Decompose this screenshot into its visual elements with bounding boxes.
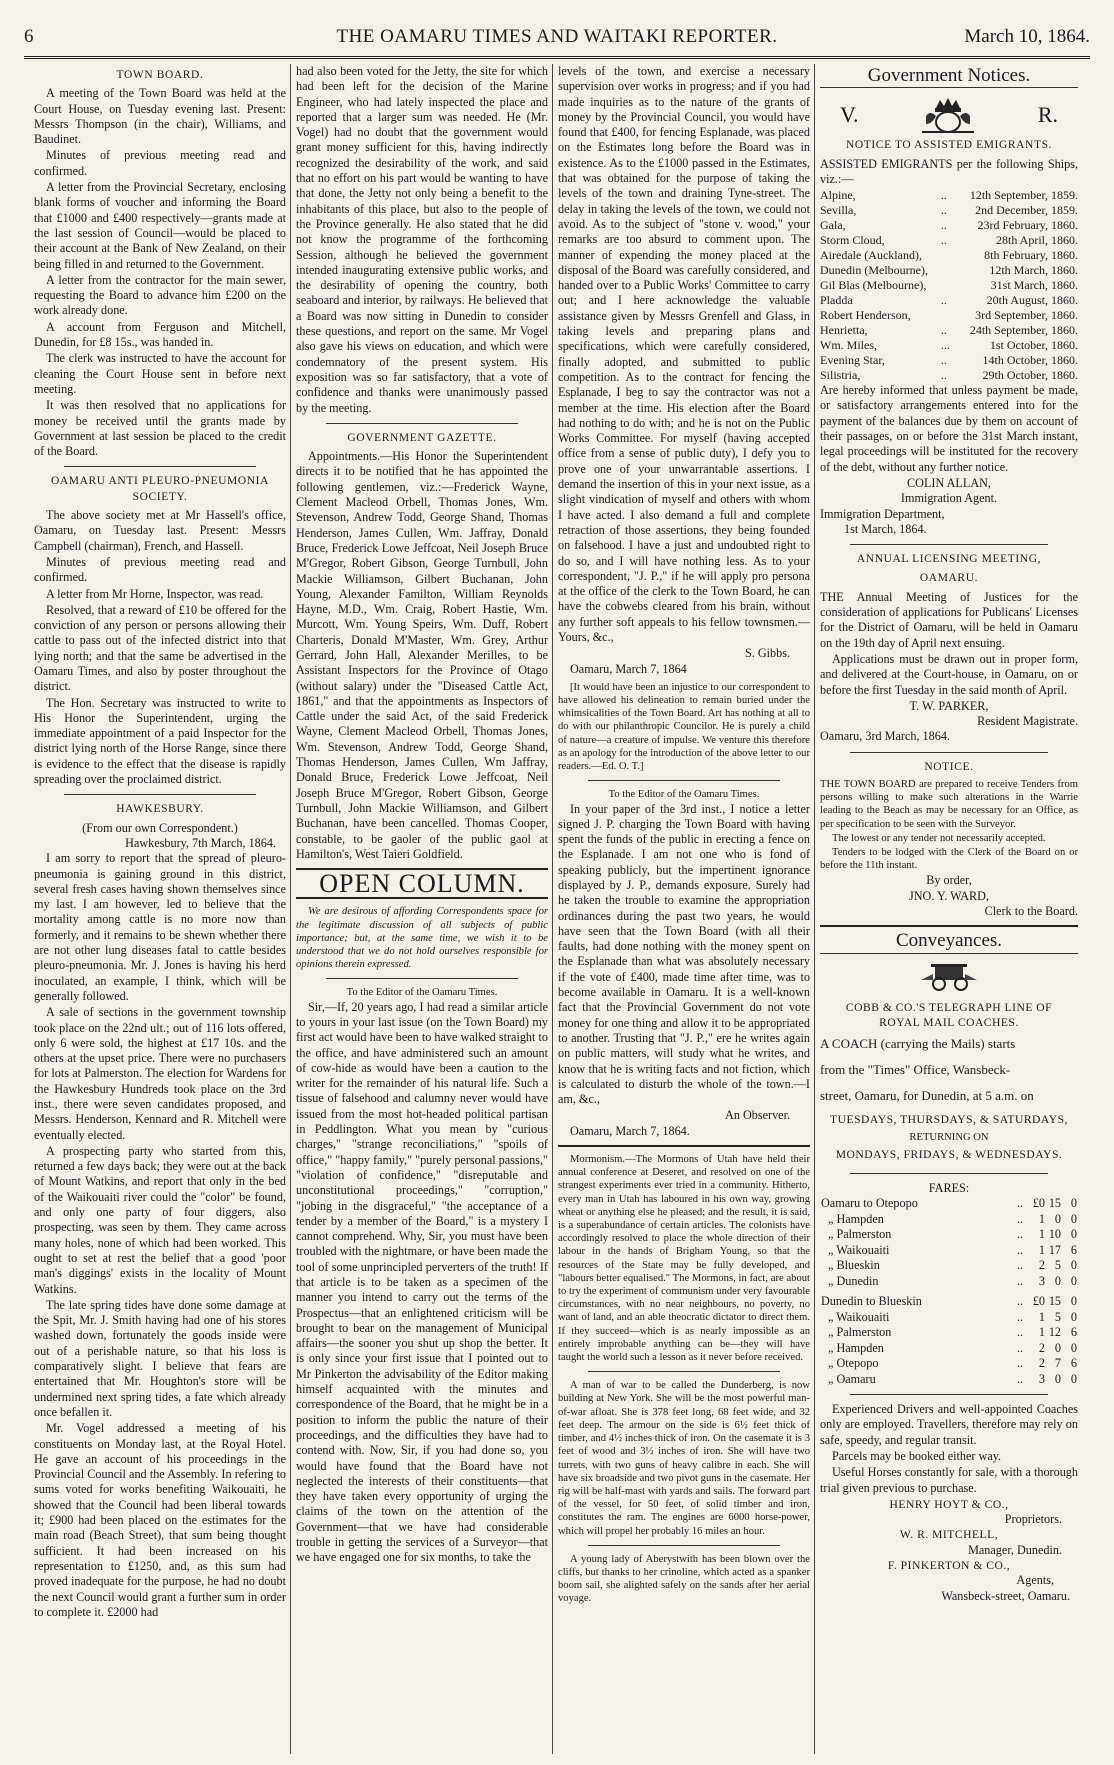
signature-title: Clerk to the Board. [984,904,1078,919]
notice-heading: NOTICE. [924,760,974,773]
fare-cell: .. [1017,1309,1024,1324]
fare-cell: „ Waikouaiti [828,1242,890,1257]
fare-cell: .. [1017,1196,1024,1211]
paragraph: I am sorry to report that the spread of pleuro-pneumonia is gaining ground in this district, several fresh cases having shown themselves since my last. I am however, led to believe that the mortality among cattle is no more now than formerly, and it remains to be shewn whether there are not other lung diseases fatal to cattle besides pleuro-pneumonia. Mr. J. Jones is having his herd inoculated, an example, I think, which will be generally followed. [34,851,286,1003]
fare-row [820,1341,1078,1357]
divider [820,953,1078,954]
coach-text: A COACH (carrying the Mails) starts [820,1035,1016,1051]
ship-cell: 12th September, 1859. [969,188,1078,203]
pleuro-heading: OAMARU ANTI PLEURO-PNEUMONIA SOCIETY. [50,475,270,503]
fare-cell: 0 [1054,1340,1061,1355]
paragraph: The late spring tides have done some damage at the Spit, Mr. J. Smith having had one of his stores washed down, fortunately the goods inside were out of a perishable nature, so that his loss is comparatively slight. I believe that fears are entertained that Mr. Houghton's store will be undermined next spring tides, a fate which already once befallen it. [34,1297,286,1419]
paragraph: Mr. Vogel addressed a meeting of his constituents on Monday last, at the Royal Hotel. He gave an account of his proceedings in the Provincial Council and the Assembly. In refering to sums voted for works benefiting Waikouaiti, he showed that the Council had been liberal towards it; £900 had been placed on the estimates for the main road (Beach Street), that sum being thought sufficient. It had been increased on his representation to £1250, and, as this sum had proved inadequate for the purpose, he had no doubt the next Council would grant a further sum in order to complete it. £2000 had [34,1421,286,1619]
dateline: Oamaru, March 7, 1864 [570,661,687,676]
paragraph: Useful Horses constantly for sale, with a thorough trial given previous to purchase. [820,1465,1078,1495]
fare-row [820,1310,1078,1326]
signature-title: Immigration Agent. [900,491,998,506]
department: Immigration Department, [820,506,945,521]
fares-table [820,1294,1078,1387]
fare-row [820,1243,1078,1259]
column-4 [820,64,1078,1754]
ship-cell: 1st October, 1860. [989,338,1078,353]
fare-cell: 0 [1054,1273,1061,1288]
paragraph: Applications must be drawn out in proper form, and delivered at the Court-house, in Oamaru, on or before the first Tuesday in the said month of April. [820,651,1078,697]
divider [64,794,256,795]
ship-row [820,338,1078,353]
fare-cell: .. [1017,1273,1024,1288]
fare-cell: £0 [1032,1294,1045,1309]
paragraph: The above society met at Mr Hassell's office, Oamaru, on Tuesday last. Present: Messrs Campbell (chairman), French, and Hassell. [34,508,286,553]
ship-cell: .. [940,368,947,383]
fare-cell: 0 [1070,1196,1077,1211]
fare-cell: „ Waikouaiti [828,1309,890,1324]
gazette-heading: GOVERNMENT GAZETTE. [347,431,497,444]
fare-row [820,1212,1078,1228]
fare-cell: „ Dunedin [828,1273,879,1288]
fare-cell: „ Hampden [828,1211,884,1226]
fare-cell: .. [1017,1356,1024,1371]
ship-row [820,308,1078,323]
ship-cell: .. [940,353,947,368]
ship-cell [941,308,957,323]
ship-cell [941,263,957,278]
coach-days-return: MONDAYS, FRIDAYS, & WEDNESDAYS. [835,1147,1063,1161]
town-board-heading: TOWN BOARD. [116,69,204,81]
paragraph: Parcels may be booked either way. [832,1448,1002,1463]
dateline: Hawkesbury, 7th March, 1864. [125,835,276,850]
paragraph: had also been voted for the Jetty, the site for which had been left for the decision of the Marine Engineer, who had lately inspected the place and reported that a larger sum was needed. He (Mr. Vogel) had no doubt that the government would grant money sufficient for this, having indirectly recognized the desirability of the work, and said that no effort on his part would be wanting to have that done, the Jetty not only being a benefit to the inhabitants of this place, but also to the people of the Province generally. He also stated that he did not know the programme of the forthcoming Session, although he believed the government intended inaugurating extensive public works, and the desirability of opening the country, both seaboard and interior, by railways. He believed that a Board was now sitting in Dunedin to consider these questions, and report on the same. Mr Vogel also gave his views on education, and which were condemnatory of the present system. His exposition was so far satisfactory, that a vote of confidence and thanks were unanimously passed by the meeting. [296,64,548,415]
fare-cell: „ Oamaru [828,1371,876,1386]
ship-cell: 8th February, 1860. [984,248,1078,263]
ship-cell: 14th October, 1860. [982,353,1078,368]
paragraph: Minutes of previous meeting read and confirmed. [34,554,286,585]
ship-cell: .. [940,233,947,248]
ship-cell: Sevilla, [820,203,857,218]
ship-cell: 20th August, 1860. [986,293,1078,308]
ship-cell: 3rd September, 1860. [975,308,1078,323]
ship-cell: .. [940,293,947,308]
paragraph: A sale of sections in the government township took place on the 22nd ult.; out of 116 lots offered, only 6 were sold, the highest at £17 10s. and the others at the upset price. There were no purchasers for lots at Palmerston. The election for Wardens for the Hawkesbury Hundreds took place on the 3rd inst., there were seven candidates proposed, and Messrs. Henderson, Kennard and R. Mitchell were eventually elected. [34,1005,286,1142]
ship-cell: 2nd December, 1859. [975,203,1078,218]
letter-heading: To the Editor of the Oamaru Times. [608,789,760,801]
ship-cell: Pladda [820,293,853,308]
paragraph: A meeting of the Town Board was held at the Court House, on Tuesday evening last. Present: Messrs Thompson (in the chair), Williams, and Baudinet. [34,86,286,147]
paragraph: Are hereby informed that unless payment be made, or satisfactory arrangements entered into for the payment of the balances due by them on account of their passages, on or before the 31st March instant, legal proceedings will be instituted for the recovery of the debt, without any further notice. [820,383,1078,474]
divider [64,466,256,467]
masthead [24,26,1090,52]
ship-cell: Storm Cloud, [820,233,885,248]
column-divider [814,64,815,1754]
ship-row [820,218,1078,233]
ship-row [820,353,1078,368]
ship-cell: Robert Henderson, [820,308,911,323]
fares-heading: FARES: [928,1180,970,1195]
coach-text: street, Oamaru, for Dunedin, at 5 a.m. on [820,1087,1034,1103]
editorial-note: [It would have been an injustice to our correspondent to have allowed his delineation to remain buried under the whimsicalities of the Town Board. Art has nothing at all to do with our philanthropic Councilor. He is purely a child of nature—a creature of impulse. We venture this therefore as an apology for the introduction of the above letter to our readers.—Ed. O. T.] [558,681,810,773]
ship-row [820,263,1078,278]
ship-cell: Alpine, [820,188,856,203]
coach-returning: RETURNING ON [909,1131,989,1143]
divider [558,1145,810,1147]
fare-row [820,1294,1078,1310]
ship-cell: ... [940,338,950,353]
fare-cell: 1 [1038,1325,1045,1340]
proprietor: HENRY HOYT & CO., [889,1497,1009,1511]
ship-cell: Henrietta, [820,323,868,338]
fare-cell: 7 [1054,1356,1061,1371]
paragraph: ASSISTED EMIGRANTS per the following Ships, viz.:— [820,156,1078,186]
fare-cell: „ Palmerston [828,1227,892,1242]
ship-cell: 23rd February, 1860. [977,218,1078,233]
coach-icon [919,960,979,992]
ship-row [820,368,1078,383]
paragraph: The clerk was instructed to have the account for cleaning the Court House sent in before next meeting. [34,351,286,396]
fare-cell: 0 [1070,1340,1077,1355]
fare-cell: 0 [1070,1294,1077,1309]
letter-heading: To the Editor of the Oamaru Times. [346,987,498,999]
editorial-note: We are desirous of affording Correspondents space for the legitimate discussion of all subjects of public importance; but, at the same time, we wish it to be understood that we do not hold ourselves responsible for opinions therein expressed. [296,906,548,971]
paragraph: A man of war to be called the Dunderberg, is now building at New York. She will be the most powerful man-of-war afloat. She is 378 feet long, 68 feet wide, and 32 feet deep. The armour on the side is 6½ feet thick of timber, and 4½ inches thick of iron. On the casemate it is 3 feet of wood and 3½ inches of iron. She will have two turrets, with two guns of heavy calibre in each. She will have six broadside and two pivot guns in the casemate. Her rig will be half-mast with yards and sails. The forward part of the vessel, for 50 feet, of solid timber and iron, constitutes the ram. The engines are 6000 horse-power, which will propel her probably 16 miles an hour. [558,1380,810,1537]
paragraph: A letter from the Provincial Secretary, enclosing blank forms of voucher and informing the Board that £1000 and £400 respectively—grants made at the last session of Council—would be placed to their account at the Bank of New Zealand, on their being filled in and returned to the Government. [34,180,286,271]
ship-row [820,203,1078,218]
column-divider [552,64,553,1754]
fare-row [820,1196,1078,1212]
paragraph: Appointments.—His Honor the Superintendent directs it to be notified that he has appointed the following gentlemen, viz.:—Frederick Wayne, Clement Macleod Orbell, Thomas Jones, Wm. Stevenson, Andrew Todd, George Shand, Thomas Henderson, James Cullen, Wm. Jaffray, Donald Bruce, Frederick Lowe Jeffcoat, Neil Joseph Bruce M'Gregor, Robert Gibson, George Turnbull, John Mackie Williamson, Gilbert Buchanan, John Young, Alexander Familton, William Reynolds Hayne, M.D., Wm. Craig, Robert Hastie, Wm. Murcott, Wm. Young Speirs, Wm. Duff, Robert Charteris, Donald M'Master, Wm. Grey, Arthur Gerrard, John Hall, Alexander Merilles, to be Assistant Inspectors for the Province of Otago (without salary) under the "Diseased Cattle Act, 1861," and that the appointments as Inspectors of Cattle under the said Act, of the said Frederick Wayne, Clement Macleod Orbell, Thomas Jones, Wm. Stevenson, Andrew Todd, George Shand, Thomas Henderson, James Cullen, Wm Jaffray, Donald Bruce, Frederick Lowe Jeffcoat, Neil Joseph Bruce M'Gregor, Robert Gibson, George Turnbull, John Mackie Williamson, and Gilbert Buchanan, have been cancelled. Thomas Cooper, constable, to be gaoler of the public gaol at Hamilton's, West Taieri Goldfield. [296,449,548,861]
fare-cell: 0 [1070,1211,1077,1226]
fare-cell: „ Hampden [828,1340,884,1355]
fare-cell: „ Otepopo [828,1356,879,1371]
manager: W. R. MITCHELL, [899,1528,999,1542]
fare-cell: 6 [1070,1242,1077,1257]
ship-cell: Gil Blas (Melbourne), [820,278,927,293]
paragraph: THE TOWN BOARD are prepared to receive Tenders from persons willing to make such alterations in the Warrie leading to the Beach as may be necessary for an Office, as per specification to be seen with the Surveyor. [820,779,1078,830]
fare-cell: 1 [1038,1309,1045,1324]
fare-cell: 6 [1070,1356,1077,1371]
fare-row [820,1372,1078,1388]
paragraph: A young lady of Aberystwith has been blown over the cliffs, but thanks to her crinoline, which acted as a spanker boom sail, she alighted safely on the sands after her aerial voyage. [558,1553,810,1605]
notice-by: By order, [926,873,972,888]
coach-illustration [820,960,1078,996]
agent: F. PINKERTON & CO., [887,1558,1011,1572]
fare-cell: 1 [1038,1227,1045,1242]
divider [588,780,780,781]
fare-cell: 0 [1070,1273,1077,1288]
paragraph: A letter from the contractor for the main sewer, requesting the Board to advance him £200 on the work already done. [34,272,286,318]
divider [326,978,518,979]
fare-cell: „ Palmerston [828,1325,892,1340]
open-column-heading: OPEN COLUMN. [319,869,525,899]
ship-cell: .. [940,188,947,203]
ship-cell: Silistria, [820,368,861,383]
fare-cell: 2 [1038,1258,1045,1273]
ship-cell: Evening Star, [820,353,885,368]
issue-date: March 10, 1864. [964,26,1090,47]
column-3 [558,64,810,1754]
emigrants-heading: NOTICE TO ASSISTED EMIGRANTS. [845,139,1053,152]
fare-cell: 0 [1054,1371,1061,1386]
fare-cell: „ Blueskin [828,1258,880,1273]
fare-row [820,1227,1078,1243]
ship-cell: 29th October, 1860. [982,368,1078,383]
coach-line-subheading: ROYAL MAIL COACHES. [879,1016,1019,1030]
fare-cell: 10 [1048,1227,1061,1242]
ship-cell [941,278,957,293]
divider [850,544,1048,545]
manager-title: Manager, Dunedin. [968,1542,1062,1557]
divider [820,87,1078,88]
ship-cell: Airedale (Auckland), [820,248,922,263]
fare-cell: 0 [1054,1211,1061,1226]
signature-title: Resident Magistrate. [977,714,1078,729]
column-2 [296,64,548,1754]
paragraph: Mormonism.—The Mormons of Utah have held their annual conference at Deseret, and resolved on one of the strangest experiments ever tried in a community. Hitherto, every man in Utah has laboured in his own way, growing wheat or anything else he pleased; and the result, it is said, is a superabundance of certain articles. The colonists have accordingly resolved to place the whole direction of their labour in the hands of Brigham Young, so that the resources of the State may be fully developed, and "labours better equalised." The Mormons, in fact, are about to try the experiment of communism under very favourable circumstances, with no near neighbours, no poverty, no want of land, and an able theocratic dictator to direct them. If they succeed—which is as nearly impossible as an entirely improbable anything can be—they will have taught the world such a lesson as it never before received. [558,1154,810,1364]
dateline: 1st March, 1864. [844,521,927,536]
fare-cell: .. [1017,1242,1024,1257]
ship-cell: Wm. Miles, [820,338,877,353]
fare-cell: 2 [1038,1356,1045,1371]
fare-cell: 12 [1048,1325,1061,1340]
ship-cell: 28th April, 1860. [995,233,1078,248]
v-letter: V. [840,101,859,127]
fare-cell: 3 [1038,1273,1045,1288]
fare-row [820,1274,1078,1290]
ship-row [820,233,1078,248]
proprietor-title: Proprietors. [1004,1512,1062,1527]
ship-row [820,188,1078,203]
fares-table [820,1196,1078,1289]
fare-cell: 15 [1048,1294,1061,1309]
licensing-place: OAMARU. [919,572,979,585]
ship-row [820,293,1078,308]
divider [850,752,1048,753]
paragraph: A account from Ferguson and Mitchell, Dunedin, for £8 15s., was handed in. [34,319,286,350]
signature: COLIN ALLAN, [907,475,991,490]
fare-cell: 15 [1048,1196,1061,1211]
column-divider [290,64,291,1754]
fare-row [820,1356,1078,1372]
paragraph: The Hon. Secretary was instructed to write to His Honor the Superintendent, urging the immediate appointment of a paid Inspector for the district lying north of the Horse Range, since there is evidence to the effect that the disease is rapidly spreading over the proclaimed district. [34,695,286,787]
divider [850,1173,1048,1174]
paragraph: Experienced Drivers and well-appointed Coaches only are employed. Travellers, therefore may rely on safe, speedy, and regular transit. [820,1402,1078,1447]
paragraph: Tenders to be lodged with the Clerk of the Board on or before the 11th instant. [820,847,1078,872]
fare-cell: 1 [1038,1242,1045,1257]
signature: S. Gibbs. [744,646,790,661]
paragraph: In your paper of the 3rd inst., I notice a letter signed J. P. charging the Town Board with having spent the funds of the public in erecting a fence on the Esplanade. I am not one who is fond of speaking publicly, but the impertinent ignorance displayed by J. P., demands exposure. Surely had he taken the trouble to examine the appropriation ordinances during the past two years, he would have seen that the Town Board (with all their faults, had done nothing with the money spent on the Esplanade than what was absolutely necessary if the vote of £400, made time after time, was to become available in Oamaru. It is a well-known fact that the Provincial Government do not vote money for one thing and allow it to be appropriated to another. Trusting that "J. P.," ere he writes again on public matters, will study what he writes, and know that he is writing facts and not fiction, which is calculated to disturb the whole of the town.—I am, &c., [558,801,810,1107]
divider [588,1545,780,1546]
divider [326,423,518,424]
dateline: Oamaru, 3rd March, 1864. [820,729,950,744]
newspaper-title: THE OAMARU TIMES AND WAITAKI REPORTER. [336,26,778,47]
ship-cell: Gala, [820,218,846,233]
ship-cell: Dunedin (Melbourne), [820,263,928,278]
hawkesbury-subheading: (From our own Correspondent.) [82,820,238,835]
fare-cell: 5 [1054,1258,1061,1273]
ship-cell: 31st March, 1860. [990,278,1078,293]
signature: An Observer. [725,1108,790,1123]
fare-row [820,1258,1078,1274]
agent-title: Agents, [1016,1573,1054,1588]
divider [820,925,1078,927]
paragraph: levels of the town, and exercise a necessary supervision over works in progress; and if you had made inquiries as to the nature of the grants of money by the Provincial Council, you would have found that £400, for fencing Esplanade, was placed on the Estimates long before the Board was in existence. As to the £1000 passed in the Estimates, that was obtained for the purpose of taking the levels of the town and draining Tyne-street. The delay in taking the levels of the town, we could not avoid. As to the subject of "stone v. wood," your remarks are too absurd to comment upon. The manner of expending the money placed at the disposal of the Board was carefully considered, and handed over to a Public Works' Committee to carry out; and I here acknowledge the valuable assistance given by Messrs Grenfell and Glass, in taking levels and preparing plans and specifications, which were carefully considered, finally adopted, and submitted to public competition. As to the contract for fencing the Esplanade, I beg to say the contractor was not a member at the time. His election after the Board had nothing to do with; and he is not on the Public Works Committee. For myself (having accepted office from a sense of public duty), I defy you to prove one of your unwarrantable assertions. I demand the insertion of this in your next issue, as a slight vindication of myself and others with whom I have acted. I also demand a full and complete retraction of those assertions, they being founded on falsehood. I have a just and undoubted right to do so, and I will have nothing less. As to your correspondent, "J. P.," if he will apply pro persona at the office of the clerk to the Town Board, he can have the cobwebs cleared from his brain, without any further soft appeals to his fellow townsmen.—Yours, &c., [558,64,810,644]
paragraph: A letter from Mr Horne, Inspector, was read. [46,586,264,601]
fare-row [820,1325,1078,1341]
ship-cell: .. [940,218,947,233]
signature: T. W. PARKER, [909,698,989,713]
masthead-rule [24,56,1090,60]
paragraph: The lowest or any tender not necessarily accepted. [832,832,1046,844]
licensing-heading: ANNUAL LICENSING MEETING, [856,553,1042,566]
paragraph: It was then resolved that no applications for money be received until the grants made by Government at last session be placed to the credit of the Board. [34,398,286,459]
fare-cell: Dunedin to Blueskin [821,1294,922,1309]
ships-table [820,188,1078,383]
coach-text: from the "Times" Office, Wansbeck- [820,1061,1011,1077]
fare-cell: .. [1017,1294,1024,1309]
coach-line-heading: COBB & CO.'S TELEGRAPH LINE OF [845,1000,1053,1014]
dateline: Oamaru, March 7, 1864. [570,1123,690,1138]
agent-address: Wansbeck-street, Oamaru. [941,1588,1070,1603]
fare-cell: 0 [1070,1227,1077,1242]
government-notices-heading: Government Notices. [867,65,1031,86]
fare-cell: Oamaru to Otepopo [821,1196,918,1211]
crown-crest-icon [918,94,978,134]
paragraph: THE Annual Meeting of Justices for the consideration of applications for Publicans' Licenses for the District of Oamaru, will be held in Oamaru on the 19th day of April next ensuing. [820,589,1078,650]
fare-cell: 0 [1070,1309,1077,1324]
royal-arms [820,94,1078,134]
divider [588,1371,780,1372]
signature: JNO. Y. WARD, [908,888,990,903]
paragraph: Resolved, that a reward of £10 be offered for the conviction of any person or persons allowing their cattle to pass out of the infected district into that lying north; and that the same be advertised in the Oamaru Times, and also by poster throughout the district. [34,602,286,694]
fare-cell: .. [1017,1227,1024,1242]
fare-cell: 3 [1038,1371,1045,1386]
fare-cell: 17 [1048,1242,1061,1257]
fare-cell: 5 [1054,1309,1061,1324]
paragraph: A prospecting party who started from this, returned a few days back; they were out at the back of Mount Watkins, and report that only in the bed of the Waikouaiti river could the "color" be found, and only one party of four diggers, also prospecting, was seen by them. They came across many holes, none of which had been worked. This ought to set at rest the belief that a good 'poor man's diggings' exists in the locality of Mount Watkins. [34,1143,286,1296]
divider [850,1394,1048,1395]
fare-cell: .. [1017,1371,1024,1386]
fare-cell: 6 [1070,1325,1077,1340]
ship-cell: 12th March, 1860. [989,263,1078,278]
paragraph: Sir,—If, 20 years ago, I had read a similar article to yours in your last issue (on the Town Board) my first act would have been to have walked straight to the office, and have administered such an amount of cow-hide as would have been a caution to the writer for the remainder of his natural life. Such a tissue of falsehood and calumny never would have issued from the most hot-headed political partisan in Peddlington. What you mean by "curious charges," "strange reconciliations," "spoils of office," "happy family," "purely personal passions," "violation of confidence," "disreputable and unconstitutional proceedings," "corruption," "jobing in the disgraceful," "the acceptance of a tender by a member of the Board," is a mystery I cannot comprehend. Why, Sir, you must have been troubled with the nightmare, or have been made the tool of some unprincipled perverters of the truth! If that article is to be taken as a specimen of the manner you intend to carry out the terms of the Prospectus—that an enlightened criticism will be brought to bear on the management of Municipal affairs—the sooner you shut up shop the better. It is only since your first issue that I pointed out to Mr Pinkerton the advisability of the Editor making himself acquainted with the minutes and correspondence of the Board, that he might be in a position to inform the public the nature of their proceedings, and the difficulties they have had to contend with. Now, Sir, if you had done so, you would have found that the Board have not neglected the interests of their constituents—that they have taken every opportunity of urging the claims of the town on the attention of the Government—that we have had considerable trouble in getting the services of a Surveyor—that we have engaged one for six months, to take the [296,999,548,1565]
column-1 [34,64,286,1754]
fare-cell: 0 [1070,1258,1077,1273]
fare-cell: .. [1017,1325,1024,1340]
fare-cell: .. [1017,1258,1024,1273]
page-number: 6 [24,26,34,47]
ship-cell [941,248,957,263]
coach-days: TUESDAYS, THURSDAYS, & SATURDAYS, [830,1112,1068,1126]
fare-cell: £0 [1032,1196,1045,1211]
conveyances-heading: Conveyances. [895,930,1003,952]
ship-cell: .. [940,203,947,218]
hawkesbury-heading: HAWKESBURY. [116,803,204,816]
ship-row [820,278,1078,293]
ship-cell: 24th September, 1860. [969,323,1078,338]
ship-cell: .. [940,323,947,338]
fare-cell: .. [1017,1211,1024,1226]
ship-row [820,323,1078,338]
fare-cell: 1 [1038,1211,1045,1226]
fare-cell: 2 [1038,1340,1045,1355]
fare-cell: 0 [1070,1371,1077,1386]
r-letter: R. [1037,101,1058,127]
fare-cell: .. [1017,1340,1024,1355]
paragraph: Minutes of previous meeting read and confirmed. [34,148,286,178]
ship-row [820,248,1078,263]
